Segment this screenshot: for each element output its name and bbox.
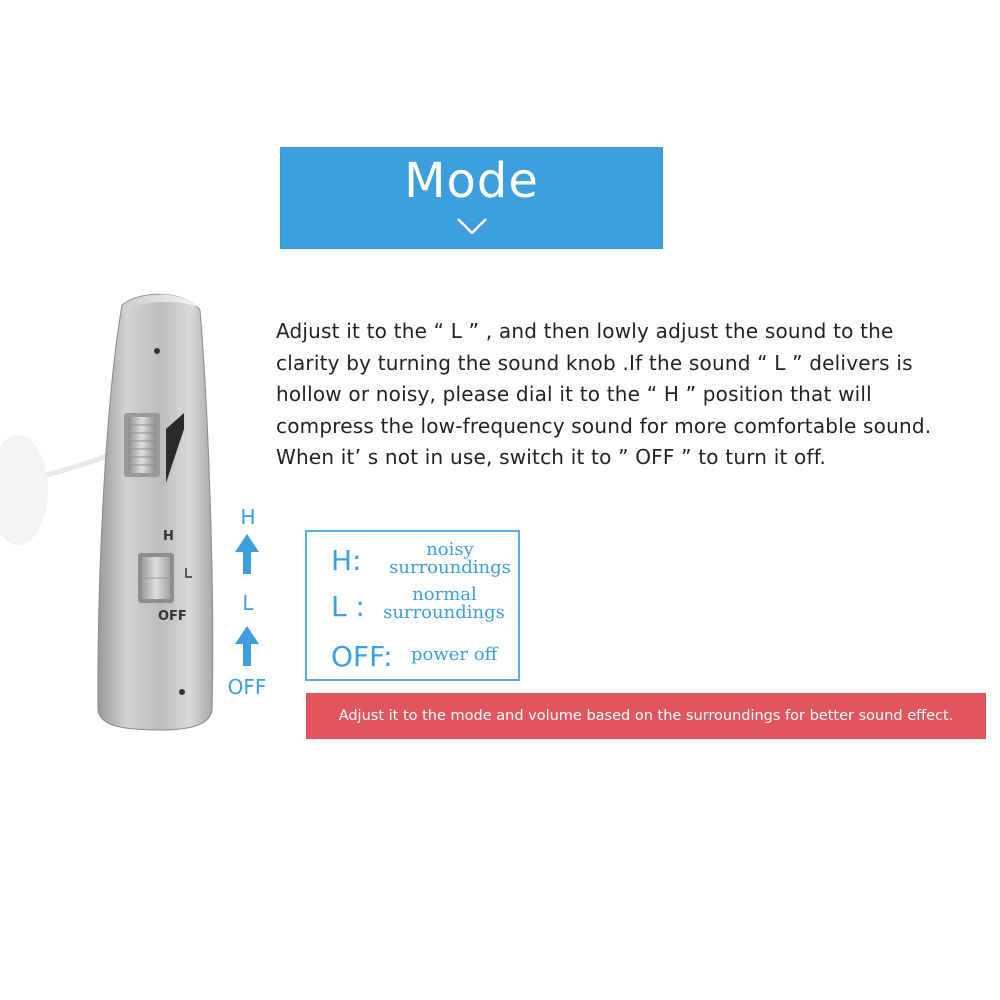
legend-value-l-1: normal <box>412 584 477 605</box>
legend-value-h-2: surroundings <box>389 557 511 578</box>
mode-banner <box>280 147 663 249</box>
tip-text: Adjust it to the mode and volume based on the surroundings for better sound effect. <box>338 708 954 724</box>
legend-value-h-1: noisy <box>426 539 474 560</box>
legend-key-h: H: <box>331 544 362 577</box>
description <box>276 316 976 474</box>
tip-bar <box>306 693 986 739</box>
arrow-up-icon <box>234 624 260 668</box>
position-label-l: L <box>242 591 254 615</box>
chevron-down-icon <box>456 217 488 235</box>
position-label-h: H <box>240 505 256 529</box>
legend-key-l: L : <box>331 590 365 623</box>
legend-key-off: OFF: <box>331 640 393 673</box>
switch-label-off: OFF <box>158 609 187 624</box>
description-line: When it’ s not in use, switch it to ” OFF ” to turn it off. <box>276 445 827 469</box>
description-line: clarity by turning the sound knob .If the sound “ L ” delivers is <box>276 350 913 375</box>
description-line: Adjust it to the “ L ” , and then lowly adjust the sound to the <box>276 319 894 343</box>
arrow-up-icon <box>234 532 260 576</box>
hearing-aid-illustration <box>0 285 230 735</box>
legend-value-off: power off <box>411 644 498 665</box>
mode-legend <box>305 530 520 681</box>
description-line: compress the low-frequency sound for more comfortable sound. <box>276 413 932 438</box>
switch-label-h: H <box>163 529 174 544</box>
mode-title: Mode <box>404 153 539 209</box>
description-line: hollow or noisy, please dial it to the “ H ” position that will <box>276 382 872 406</box>
position-label-off: OFF <box>227 675 267 699</box>
legend-value-l-2: surroundings <box>383 602 505 623</box>
hearing-aid-device <box>0 285 230 735</box>
